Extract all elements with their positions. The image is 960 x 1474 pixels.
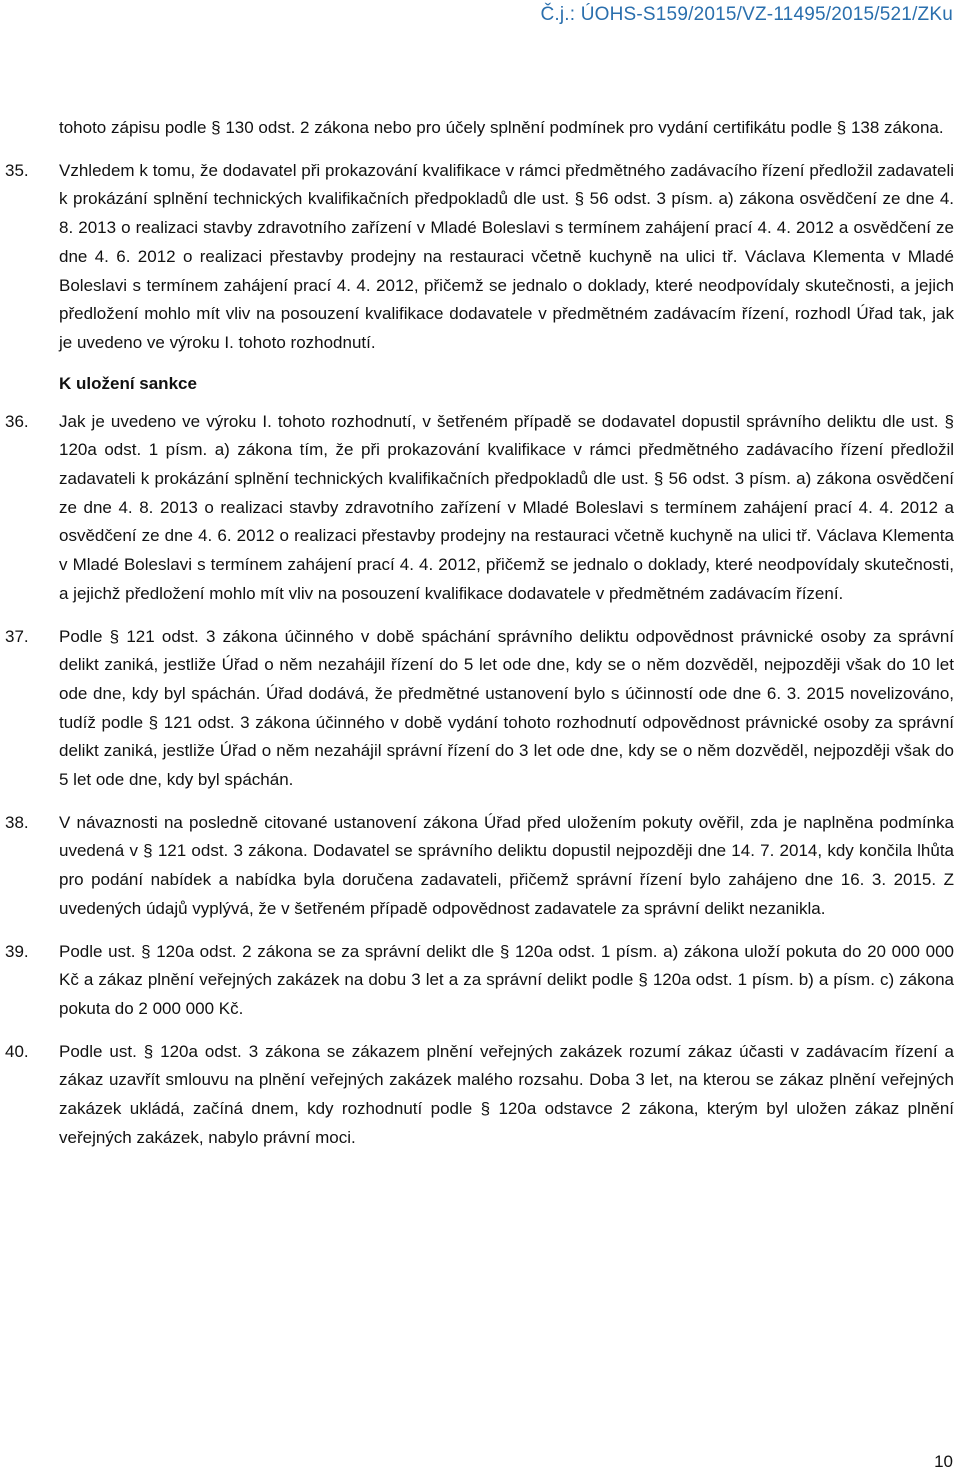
paragraph-36 <box>0 408 960 609</box>
paragraph-number: 39. <box>5 941 29 961</box>
paragraph-37 <box>0 623 960 795</box>
document-body <box>0 114 960 1153</box>
paragraph-number: 37. <box>5 626 29 646</box>
paragraph-text: Podle § 121 odst. 3 zákona účinného v době spáchání správního deliktu odpovědnost právnické osoby za správní delikt zaniká, jestliže Úřad o něm nezahájil řízení do 5 let ode dne, kdy se o něm dozvěděl, nejpozději však do 10 let ode dne, kdy byl spáchán. Úřad dodává, že předmětné ustanovení bylo s účinností ode dne 6. 3. 2015 novelizováno, tudíž podle § 121 odst. 3 zákona účinného v době vydání tohoto rozhodnutí odpovědnost právnické osoby za správní delikt zaniká, jestliže Úřad o něm nezahájil správní řízení do 3 let ode dne, kdy se o něm dozvěděl, nejpozději však do 5 let ode dne, kdy byl spáchán. <box>59 626 954 790</box>
paragraph-text: Jak je uvedeno ve výroku I. tohoto rozhodnutí, v šetřeném případě se dodavatel dopustil správního deliktu dle ust. § 120a odst. 1 písm. a) zákona tím, že při prokazování kvalifikace v rámci předmětného zadávacího řízení předložil zadavateli k prokázání splnění technických kvalifikačních předpokladů dle ust. § 56 odst. 3 písm. a) zákona osvědčení ze dne 4. 8. 2013 o realizaci stavby zdravotního zařízení v Mladé Boleslavi s termínem zahájení prací 4. 4. 2012 a osvědčení ze dne 4. 6. 2012 o realizaci přestavby prodejny na restauraci včetně kuchyně na ulici tř. Václava Klementa v Mladé Boleslavi s termínem zahájení prací 4. 4. 2012, přičemž se jednalo o doklady, které neodpovídaly skutečnosti, a jejichž předložení mohlo mít vliv na posouzení kvalifikace dodavatele v předmětném zadávacím řízení. <box>59 411 954 603</box>
document-reference-header: Č.j.: ÚOHS-S159/2015/VZ-11495/2015/521/ZKu <box>540 4 953 25</box>
paragraph-number: 40. <box>5 1041 29 1061</box>
paragraph-39 <box>0 938 960 1024</box>
continuation-text: tohoto zápisu podle § 130 odst. 2 zákona nebo pro účely splnění podmínek pro vydání certifikátu podle § 138 zákona. <box>59 118 944 137</box>
paragraph-text: Vzhledem k tomu, že dodavatel při prokazování kvalifikace v rámci předmětného zadávacího řízení předložil zadavateli k prokázání splnění technických kvalifikačních předpokladů dle ust. § 56 odst. 3 písm. a) zákona osvědčení ze dne 4. 8. 2013 o realizaci stavby zdravotního zařízení v Mladé Boleslavi s termínem zahájení prací 4. 4. 2012 a osvědčení ze dne 4. 6. 2012 o realizaci přestavby prodejny na restauraci včetně kuchyně na ulici tř. Václava Klementa v Mladé Boleslavi s termínem zahájení prací 4. 4. 2012, přičemž se jednalo o doklady, které neodpovídaly skutečnosti, a jejich předložení mohlo mít vliv na posouzení kvalifikace dodavatele v předmětném zadávacím řízení, rozhodl Úřad tak, jak je uvedeno ve výroku I. tohoto rozhodnutí. <box>59 160 954 352</box>
paragraph-35 <box>0 157 960 358</box>
page-number: 10 <box>934 1452 953 1471</box>
paragraph-number: 35. <box>5 160 29 180</box>
paragraph-number: 36. <box>5 411 29 431</box>
paragraph-38 <box>0 809 960 924</box>
paragraph-number: 38. <box>5 812 29 832</box>
continuation-paragraph <box>0 114 960 143</box>
paragraph-40 <box>0 1038 960 1153</box>
paragraph-text: Podle ust. § 120a odst. 3 zákona se zákazem plnění veřejných zakázek rozumí zákaz účasti v zadávacím řízení a zákaz uzavřít smlouvu na plnění veřejných zakázek malého rozsahu. Doba 3 let, na kterou se zákaz plnění veřejných zakázek ukládá, začíná dnem, kdy rozhodnutí podle § 120a odstavce 2 zákona, kterým byl uložen zákaz plnění veřejných zakázek, nabylo právní moci. <box>59 1041 954 1147</box>
paragraph-text: V návaznosti na posledně citované ustanovení zákona Úřad před uložením pokuty ověřil, zda je naplněna podmínka uvedená v § 121 odst. 3 zákona. Dodavatel se správního deliktu dopustil nejpozději dne 14. 7. 2014, kdy končila lhůta pro podání nabídek a nabídka byla doručena zadavateli, přičemž správní řízení bylo zahájeno dne 16. 3. 2015. Z uvedených údajů vyplývá, že v šetřeném případě odpovědnost zadavatele za správní delikt nezanikla. <box>59 812 954 918</box>
section-heading: K uložení sankce <box>59 373 197 393</box>
paragraph-text: Podle ust. § 120a odst. 2 zákona se za správní delikt dle § 120a odst. 1 písm. a) zákona uloží pokuta do 20 000 000 Kč a zákaz plnění veřejných zakázek na dobu 3 let a za správní delikt podle § 120a odst. 1 písm. b) a písm. c) zákona pokuta do 2 000 000 Kč. <box>59 941 954 1018</box>
